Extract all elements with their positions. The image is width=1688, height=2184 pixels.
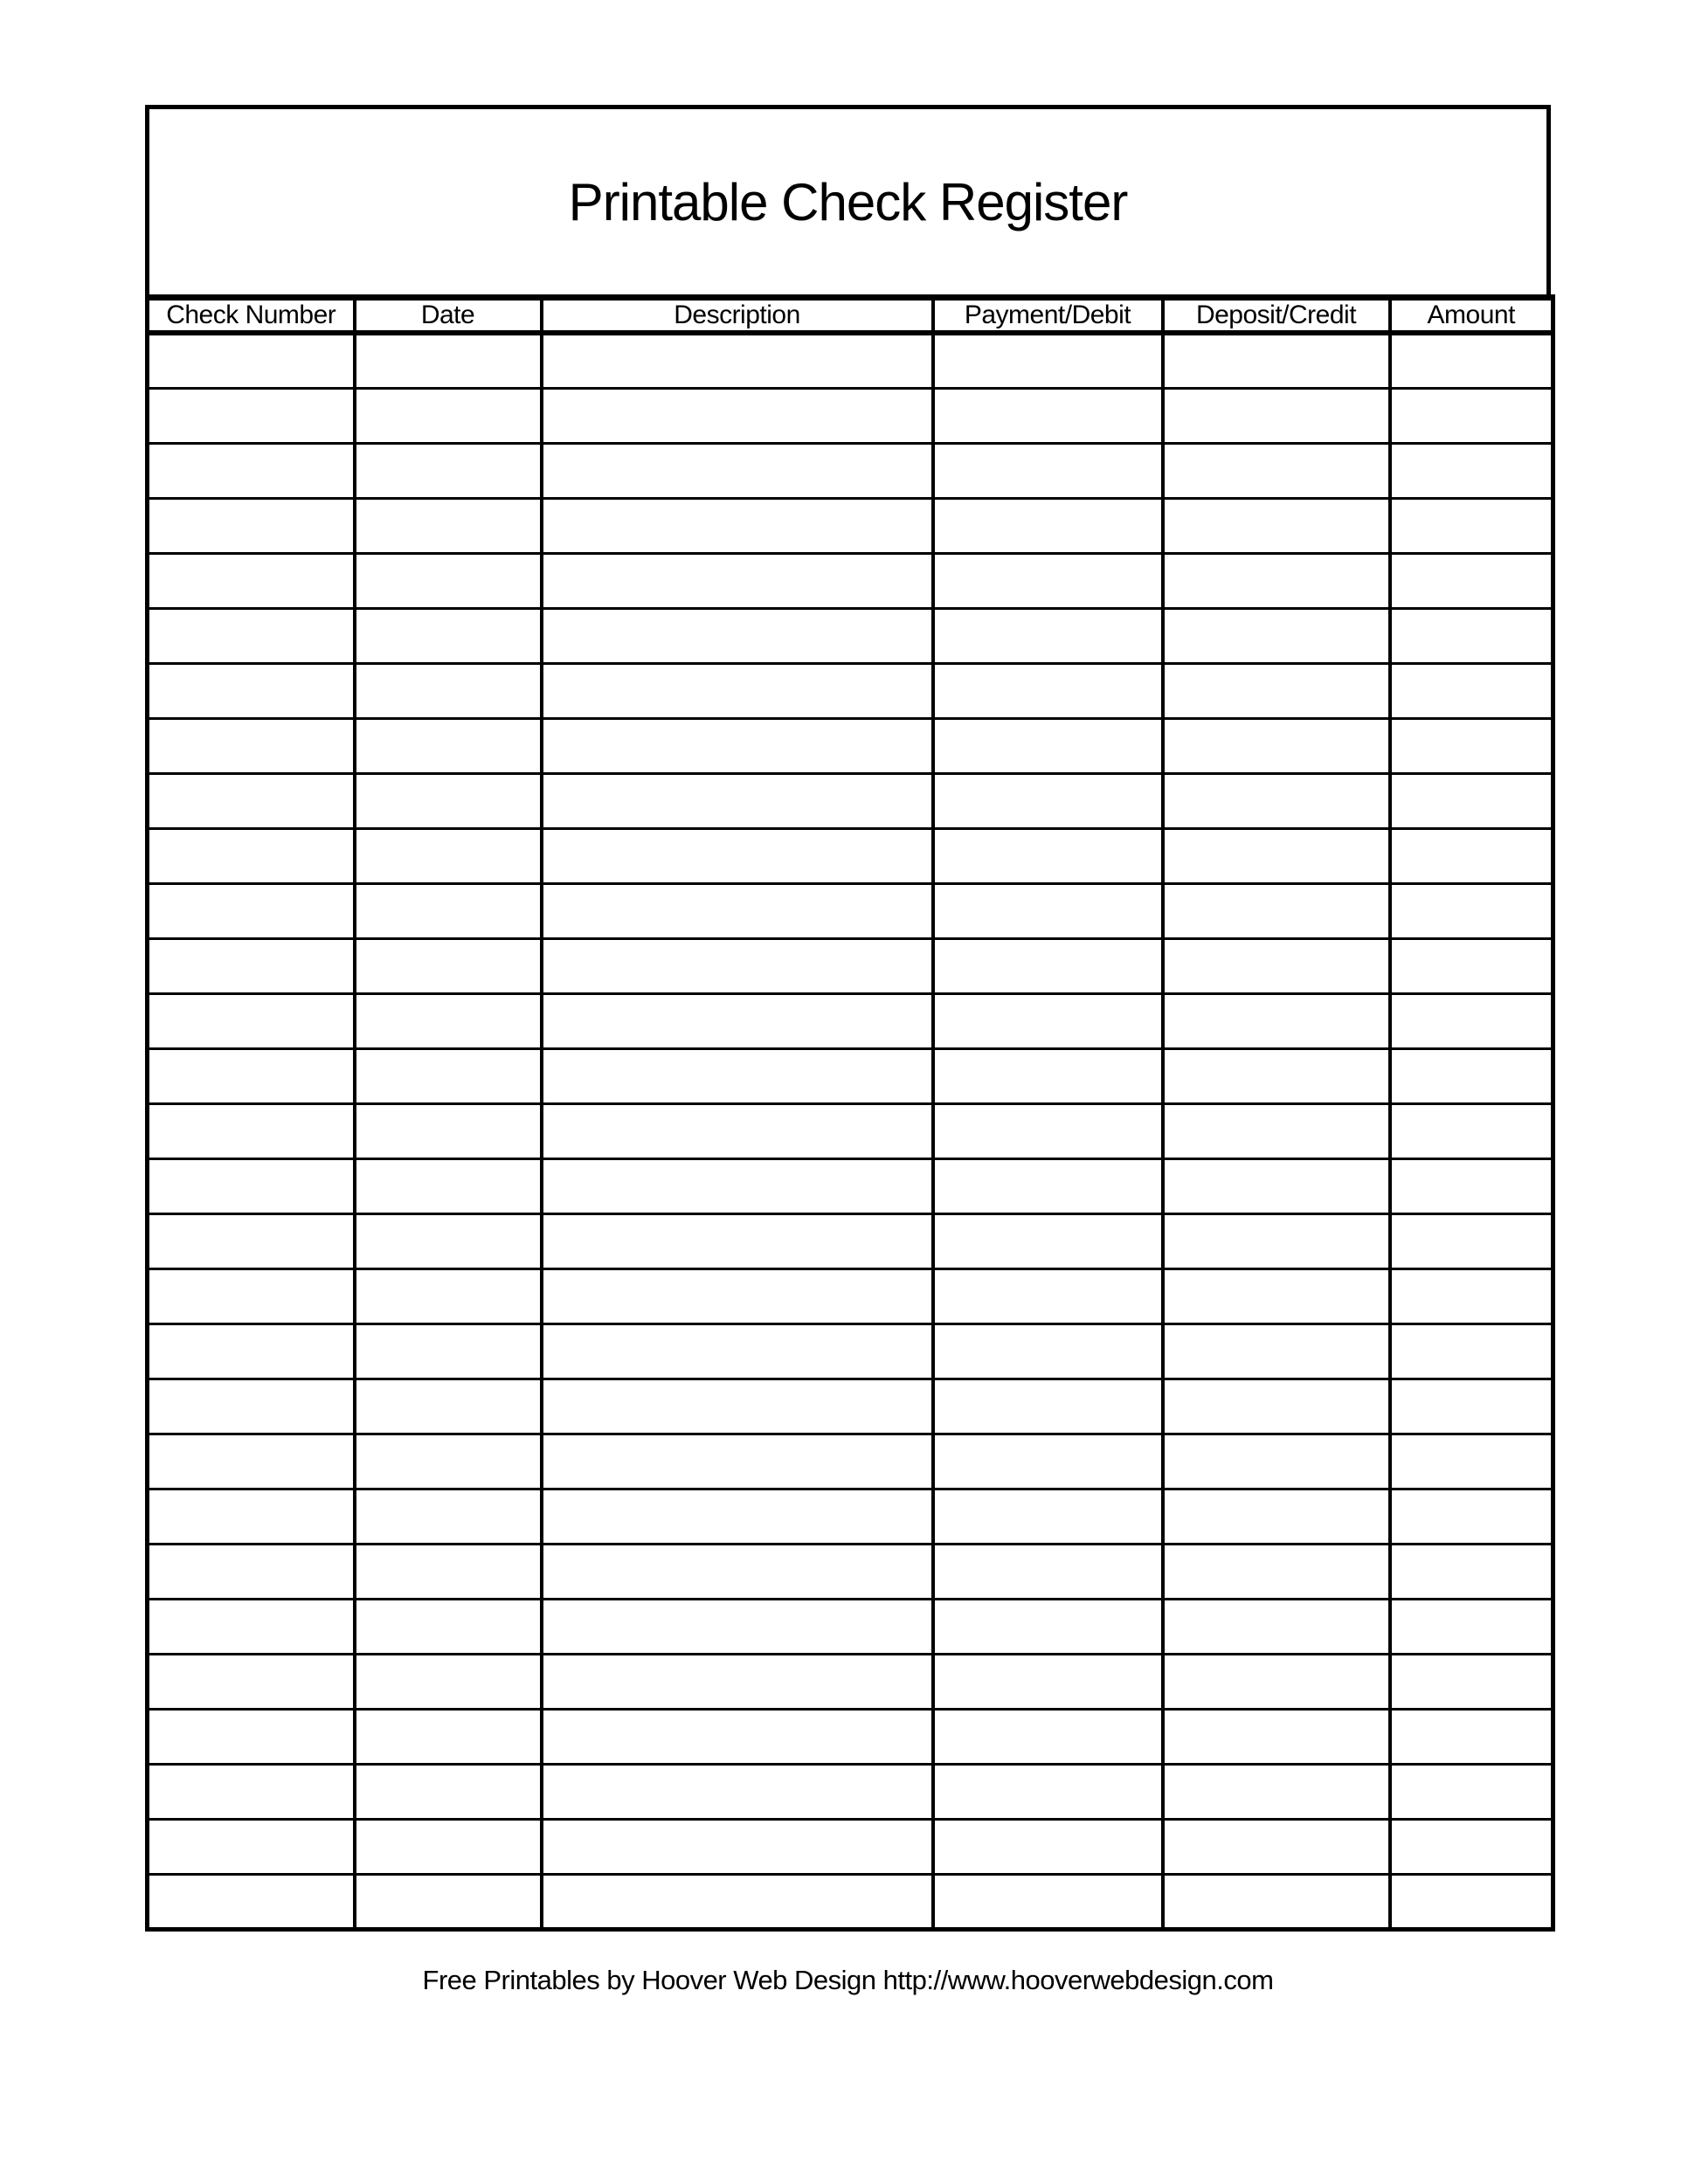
register-cell	[542, 388, 933, 443]
header-row	[148, 298, 1553, 334]
register-row	[148, 1654, 1553, 1709]
register-cell	[933, 498, 1163, 553]
register-cell	[1390, 1764, 1553, 1819]
register-row	[148, 1489, 1553, 1544]
register-cell	[1163, 1434, 1390, 1489]
register-row	[148, 1599, 1553, 1654]
register-cell	[1163, 1158, 1390, 1213]
register-row	[148, 1268, 1553, 1324]
register-row	[148, 443, 1553, 498]
register-cell	[148, 1379, 355, 1434]
register-row	[148, 498, 1553, 553]
register-cell	[1163, 1213, 1390, 1268]
register-cell	[355, 1048, 542, 1103]
register-row	[148, 553, 1553, 608]
register-cell	[1163, 1103, 1390, 1158]
register-row	[148, 1544, 1553, 1599]
register-cell	[542, 1544, 933, 1599]
register-cell	[148, 1544, 355, 1599]
register-cell	[933, 1213, 1163, 1268]
register-cell	[1163, 883, 1390, 938]
register-cell	[933, 883, 1163, 938]
register-row	[148, 1048, 1553, 1103]
register-cell	[1390, 1654, 1553, 1709]
register-row	[148, 1764, 1553, 1819]
register-row	[148, 773, 1553, 828]
register-cell	[1163, 1654, 1390, 1709]
register-cell	[148, 1324, 355, 1379]
register-cell	[1390, 1599, 1553, 1654]
register-cell	[542, 1158, 933, 1213]
register-cell	[355, 663, 542, 718]
register-cell	[148, 1434, 355, 1489]
register-row	[148, 663, 1553, 718]
register-cell	[1163, 718, 1390, 773]
register-cell	[148, 1103, 355, 1158]
register-cell	[355, 608, 542, 663]
register-cell	[1163, 388, 1390, 443]
register-row	[148, 883, 1553, 938]
register-cell	[933, 938, 1163, 993]
footer-credit-text: Free Printables by Hoover Web Design http://www.hooverwebdesign.com	[422, 1964, 1274, 1995]
register-table-header	[148, 298, 1553, 334]
register-cell	[148, 718, 355, 773]
register-cell	[1163, 1709, 1390, 1764]
register-cell	[933, 773, 1163, 828]
register-cell	[933, 1654, 1163, 1709]
register-cell	[933, 608, 1163, 663]
register-cell	[1163, 1324, 1390, 1379]
register-cell	[148, 1654, 355, 1709]
register-cell	[355, 1213, 542, 1268]
register-row	[148, 993, 1553, 1048]
register-cell	[355, 333, 542, 388]
register-cell	[355, 1874, 542, 1929]
register-cell	[933, 1434, 1163, 1489]
check-register-sheet	[145, 105, 1551, 1996]
register-row	[148, 1213, 1553, 1268]
register-cell	[542, 1379, 933, 1434]
register-cell	[1163, 553, 1390, 608]
register-cell	[1390, 718, 1553, 773]
register-cell	[1390, 773, 1553, 828]
register-row	[148, 1324, 1553, 1379]
register-row	[148, 1158, 1553, 1213]
register-row	[148, 388, 1553, 443]
register-cell	[1163, 1489, 1390, 1544]
register-cell	[1163, 828, 1390, 883]
register-cell	[355, 1764, 542, 1819]
register-cell	[148, 333, 355, 388]
register-cell	[355, 883, 542, 938]
register-cell	[1163, 1764, 1390, 1819]
register-cell	[1390, 1819, 1553, 1874]
register-cell	[933, 388, 1163, 443]
register-cell	[148, 553, 355, 608]
register-cell	[542, 718, 933, 773]
register-cell	[1390, 663, 1553, 718]
header-cell-payment-debit: Payment/Debit	[933, 298, 1163, 334]
register-cell	[148, 993, 355, 1048]
register-cell	[542, 938, 933, 993]
register-cell	[542, 1819, 933, 1874]
register-cell	[1390, 333, 1553, 388]
register-cell	[148, 1599, 355, 1654]
register-row	[148, 1819, 1553, 1874]
register-cell	[933, 828, 1163, 883]
register-cell	[148, 1268, 355, 1324]
register-cell	[933, 1103, 1163, 1158]
register-cell	[148, 663, 355, 718]
register-cell	[148, 1819, 355, 1874]
register-cell	[933, 718, 1163, 773]
register-cell	[1390, 828, 1553, 883]
register-row	[148, 938, 1553, 993]
register-row	[148, 1379, 1553, 1434]
register-row	[148, 1103, 1553, 1158]
register-cell	[542, 1434, 933, 1489]
register-cell	[355, 553, 542, 608]
register-cell	[542, 663, 933, 718]
register-cell	[1163, 1379, 1390, 1434]
register-cell	[1163, 1599, 1390, 1654]
register-cell	[148, 1158, 355, 1213]
register-row	[148, 1874, 1553, 1929]
register-cell	[355, 1268, 542, 1324]
register-cell	[148, 388, 355, 443]
register-cell	[933, 333, 1163, 388]
register-cell	[933, 1324, 1163, 1379]
register-cell	[1390, 1268, 1553, 1324]
register-cell	[933, 993, 1163, 1048]
register-cell	[542, 1489, 933, 1544]
register-cell	[542, 1213, 933, 1268]
register-cell	[1163, 1048, 1390, 1103]
register-cell	[542, 498, 933, 553]
register-cell	[355, 938, 542, 993]
register-cell	[542, 1599, 933, 1654]
register-cell	[1163, 1874, 1390, 1929]
register-cell	[933, 1158, 1163, 1213]
register-table-body	[148, 333, 1553, 1929]
register-cell	[1390, 993, 1553, 1048]
register-cell	[148, 498, 355, 553]
register-cell	[148, 1874, 355, 1929]
register-cell	[933, 1709, 1163, 1764]
register-cell	[1390, 1489, 1553, 1544]
register-cell	[1163, 333, 1390, 388]
register-cell	[148, 1764, 355, 1819]
register-cell	[542, 553, 933, 608]
register-cell	[1390, 443, 1553, 498]
register-cell	[542, 608, 933, 663]
register-cell	[1390, 388, 1553, 443]
register-cell	[542, 1654, 933, 1709]
register-cell	[148, 828, 355, 883]
register-cell	[542, 993, 933, 1048]
register-cell	[1163, 1268, 1390, 1324]
register-cell	[355, 773, 542, 828]
register-cell	[542, 1324, 933, 1379]
register-cell	[148, 443, 355, 498]
register-cell	[355, 443, 542, 498]
register-cell	[933, 1874, 1163, 1929]
register-cell	[933, 663, 1163, 718]
register-cell	[355, 388, 542, 443]
register-cell	[1390, 608, 1553, 663]
header-cell-description: Description	[542, 298, 933, 334]
register-cell	[1390, 883, 1553, 938]
register-cell	[355, 1709, 542, 1764]
register-cell	[933, 443, 1163, 498]
register-cell	[542, 883, 933, 938]
register-cell	[148, 1213, 355, 1268]
register-cell	[1163, 1544, 1390, 1599]
register-cell	[355, 1103, 542, 1158]
register-cell	[1390, 1048, 1553, 1103]
register-cell	[1390, 1324, 1553, 1379]
register-cell	[542, 773, 933, 828]
register-cell	[1390, 938, 1553, 993]
register-row	[148, 718, 1553, 773]
register-cell	[1163, 773, 1390, 828]
register-cell	[1390, 1103, 1553, 1158]
header-cell-check-number: Check Number	[148, 298, 355, 334]
register-cell	[1390, 498, 1553, 553]
register-cell	[148, 938, 355, 993]
register-cell	[355, 1544, 542, 1599]
register-row	[148, 828, 1553, 883]
register-cell	[148, 1048, 355, 1103]
register-cell	[148, 1489, 355, 1544]
register-cell	[148, 773, 355, 828]
register-cell	[933, 1048, 1163, 1103]
register-cell	[355, 1489, 542, 1544]
register-cell	[1390, 1709, 1553, 1764]
register-row	[148, 608, 1553, 663]
register-cell	[1390, 1434, 1553, 1489]
register-cell	[148, 608, 355, 663]
register-cell	[355, 1654, 542, 1709]
register-cell	[933, 1379, 1163, 1434]
register-cell	[1163, 498, 1390, 553]
register-cell	[933, 1819, 1163, 1874]
register-cell	[933, 1489, 1163, 1544]
register-row	[148, 1434, 1553, 1489]
register-cell	[1390, 1379, 1553, 1434]
register-cell	[1390, 1874, 1553, 1929]
register-cell	[542, 828, 933, 883]
register-cell	[355, 498, 542, 553]
register-cell	[355, 993, 542, 1048]
register-cell	[1390, 1158, 1553, 1213]
register-cell	[355, 828, 542, 883]
register-cell	[933, 1268, 1163, 1324]
register-cell	[355, 1379, 542, 1434]
header-cell-date: Date	[355, 298, 542, 334]
register-row	[148, 333, 1553, 388]
register-cell	[1163, 663, 1390, 718]
register-cell	[1390, 1213, 1553, 1268]
register-cell	[1163, 443, 1390, 498]
register-cell	[1390, 553, 1553, 608]
register-cell	[1163, 608, 1390, 663]
register-cell	[1163, 993, 1390, 1048]
register-cell	[1163, 1819, 1390, 1874]
header-cell-amount: Amount	[1390, 298, 1553, 334]
register-row	[148, 1709, 1553, 1764]
register-cell	[933, 553, 1163, 608]
register-cell	[933, 1764, 1163, 1819]
page-title: Printable Check Register	[568, 172, 1128, 232]
title-box	[145, 105, 1551, 294]
register-cell	[542, 1268, 933, 1324]
register-cell	[355, 1819, 542, 1874]
register-cell	[148, 1709, 355, 1764]
register-cell	[355, 1158, 542, 1213]
register-cell	[1163, 938, 1390, 993]
register-cell	[542, 1103, 933, 1158]
register-cell	[542, 443, 933, 498]
register-cell	[148, 883, 355, 938]
register-cell	[542, 1048, 933, 1103]
register-cell	[355, 1434, 542, 1489]
register-cell	[355, 1599, 542, 1654]
register-cell	[355, 1324, 542, 1379]
register-cell	[933, 1544, 1163, 1599]
register-cell	[933, 1599, 1163, 1654]
register-cell	[542, 1709, 933, 1764]
register-cell	[542, 1874, 933, 1929]
register-cell	[542, 1764, 933, 1819]
register-cell	[355, 718, 542, 773]
check-register-table	[145, 294, 1555, 1932]
register-cell	[542, 333, 933, 388]
header-cell-deposit-credit: Deposit/Credit	[1163, 298, 1390, 334]
register-cell	[1390, 1544, 1553, 1599]
